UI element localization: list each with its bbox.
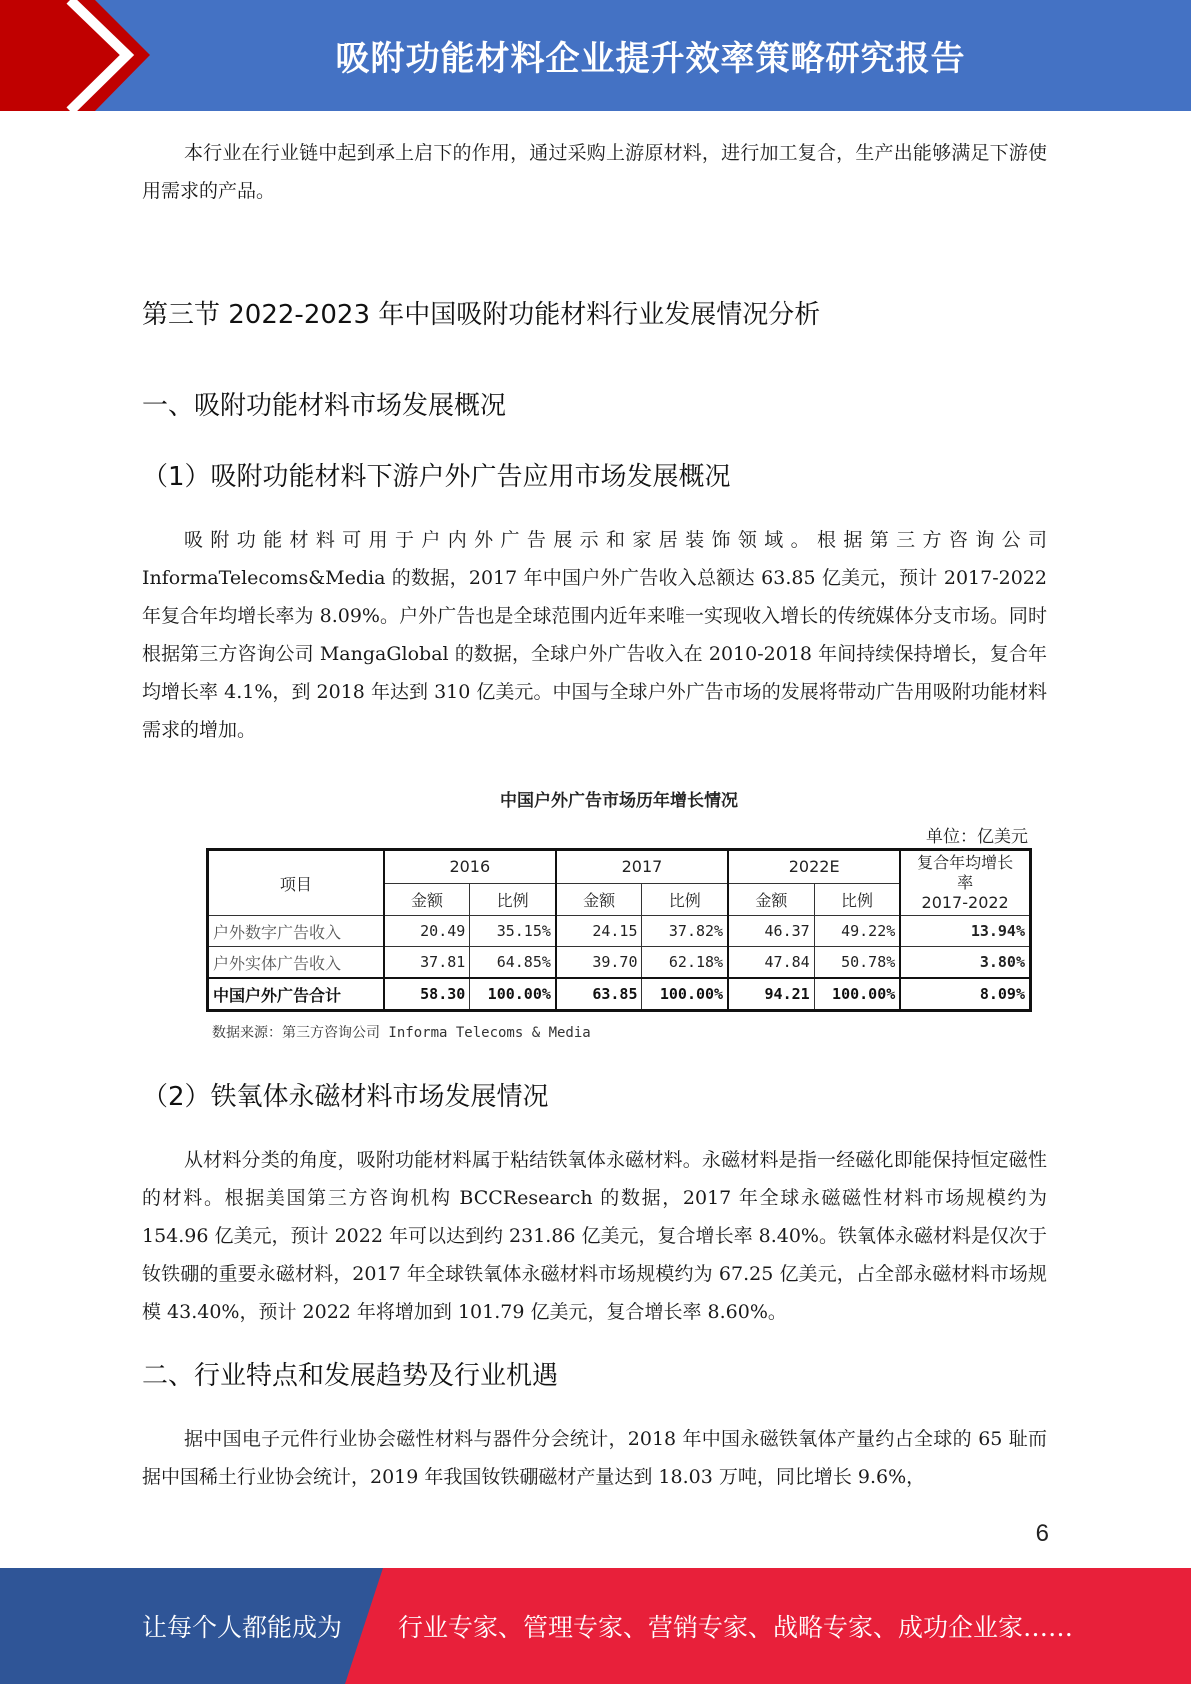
cell-ratio: 37.82% xyxy=(642,916,728,947)
part1-heading: 一、吸附功能材料市场发展概况 xyxy=(142,391,507,421)
part2-heading: 二、行业特点和发展趋势及行业机遇 xyxy=(142,1361,559,1391)
header-cagr-line: 2017-2022 xyxy=(921,893,1009,912)
section-title: 第三节 2022-2023 年中国吸附功能材料行业发展情况分析 xyxy=(142,300,821,330)
cell-ratio: 35.15% xyxy=(470,916,556,947)
subheader-amount: 金额 xyxy=(728,883,814,915)
part2-paragraph: 据中国电子元件行业协会磁性材料与器件分会统计，2018 年中国永磁铁氧体产量约占全球的 65 耻而据中国稀土行业协会统计，2019 年我国钕铁硼磁材产量达到 18.03 万吨，同比增长 9.6%， xyxy=(142,1428,1047,1488)
header-cagr-line: 复合年均增长 xyxy=(917,853,1014,872)
cell-ratio: 62.18% xyxy=(642,947,728,979)
subsection2-heading: （2）铁氧体永磁材料市场发展情况 xyxy=(142,1082,549,1112)
table-unit: 单位：亿美元 xyxy=(926,827,1028,847)
report-header xyxy=(0,0,1191,111)
cell-amount: 20.49 xyxy=(384,916,470,947)
report-title: 吸附功能材料企业提升效率策略研究报告 xyxy=(335,39,966,79)
intro-paragraph: 本行业在行业链中起到承上启下的作用，通过采购上游原材料，进行加工复合，生产出能够满足下游使用需求的产品。 xyxy=(142,142,1047,202)
subheader-ratio: 比例 xyxy=(642,883,728,915)
header-item: 项目 xyxy=(208,850,384,916)
row-label: 户外实体广告收入 xyxy=(208,947,384,979)
cell-amount: 24.15 xyxy=(556,916,642,947)
page-number: 6 xyxy=(1035,1520,1049,1547)
cell-amount: 63.85 xyxy=(556,978,642,1011)
row-label: 中国户外广告合计 xyxy=(208,978,384,1011)
ad-revenue-table xyxy=(206,848,1032,1012)
cell-amount: 37.81 xyxy=(384,947,470,979)
subheader-amount: 金额 xyxy=(384,883,470,915)
cell-amount: 94.21 xyxy=(728,978,814,1011)
cell-amount: 46.37 xyxy=(728,916,814,947)
subsection2-paragraph: 从材料分类的角度，吸附功能材料属于粘结铁氧体永磁材料。永磁材料是指一经磁化即能保持恒定磁性的材料。根据美国第三方咨询机构 BCCResearch 的数据，2017 年全球永磁磁性材料市场规模约为 154.96 亿美元，预计 2022 年可以达到约 231.86 亿美元，复合增长率 8.40%。铁氧体永磁材料是仅次于钕铁硼的重要永磁材料，2017 年全球铁氧体永磁材料市场规模约为 67.25 亿美元，占全部永磁材料市场规模 43.40%，预计 2022 年将增加到 101.79 亿美元，复合增长率 8.60%。 xyxy=(142,1149,1047,1323)
cell-cagr: 3.80% xyxy=(900,947,1030,979)
subsection1-paragraph: 吸附功能材料可用于户内外广告展示和家居装饰领域。根据第三方咨询公司 InformaTelecoms&Media 的数据，2017 年中国户外广告收入总额达 63.85 亿美元，预计 2017-2022 年复合年均增长率为 8.09%。户外广告也是全球范围内近年来唯一实现收入增长的传统媒体分支市场。同时根据第三方咨询公司 MangaGlobal 的数据，全球户外广告收入在 2010-2018 年间持续保持增长，复合年均增长率 4.1%，到 2018 年达到 310 亿美元。中国与全球户外广告市场的发展将带动广告用吸附功能材料需求的增加。 xyxy=(142,529,1047,741)
header-year: 2022E xyxy=(728,850,900,884)
subheader-ratio: 比例 xyxy=(814,883,900,915)
table-caption: 中国户外广告市场历年增长情况 xyxy=(500,791,738,811)
table-total-row xyxy=(208,978,1031,1011)
subheader-amount: 金额 xyxy=(556,883,642,915)
cell-cagr: 8.09% xyxy=(900,978,1030,1011)
cell-ratio: 49.22% xyxy=(814,916,900,947)
cell-ratio: 64.85% xyxy=(470,947,556,979)
table-row xyxy=(208,947,1031,979)
subsection1-heading: （1）吸附功能材料下游户外广告应用市场发展概况 xyxy=(142,462,731,492)
table-source: 数据来源：第三方咨询公司 Informa Telecoms & Media xyxy=(212,1025,591,1041)
header-year: 2017 xyxy=(556,850,728,884)
cell-amount: 39.70 xyxy=(556,947,642,979)
cell-ratio: 100.00% xyxy=(470,978,556,1011)
cell-cagr: 13.94% xyxy=(900,916,1030,947)
table-row xyxy=(208,916,1031,947)
cell-ratio: 50.78% xyxy=(814,947,900,979)
header-cagr xyxy=(900,850,1030,916)
subheader-ratio: 比例 xyxy=(470,883,556,915)
row-label: 户外数字广告收入 xyxy=(208,916,384,947)
header-year: 2016 xyxy=(384,850,556,884)
cell-ratio: 100.00% xyxy=(642,978,728,1011)
header-cagr-line: 率 xyxy=(957,873,974,892)
report-footer xyxy=(0,1568,1191,1684)
cell-amount: 47.84 xyxy=(728,947,814,979)
cell-amount: 58.30 xyxy=(384,978,470,1011)
table-header-row xyxy=(208,850,1031,884)
footer-slogan-right: 行业专家、管理专家、营销专家、战略专家、成功企业家…… xyxy=(398,1613,1074,1642)
cell-ratio: 100.00% xyxy=(814,978,900,1011)
footer-slogan-left: 让每个人都能成为 xyxy=(142,1613,343,1642)
